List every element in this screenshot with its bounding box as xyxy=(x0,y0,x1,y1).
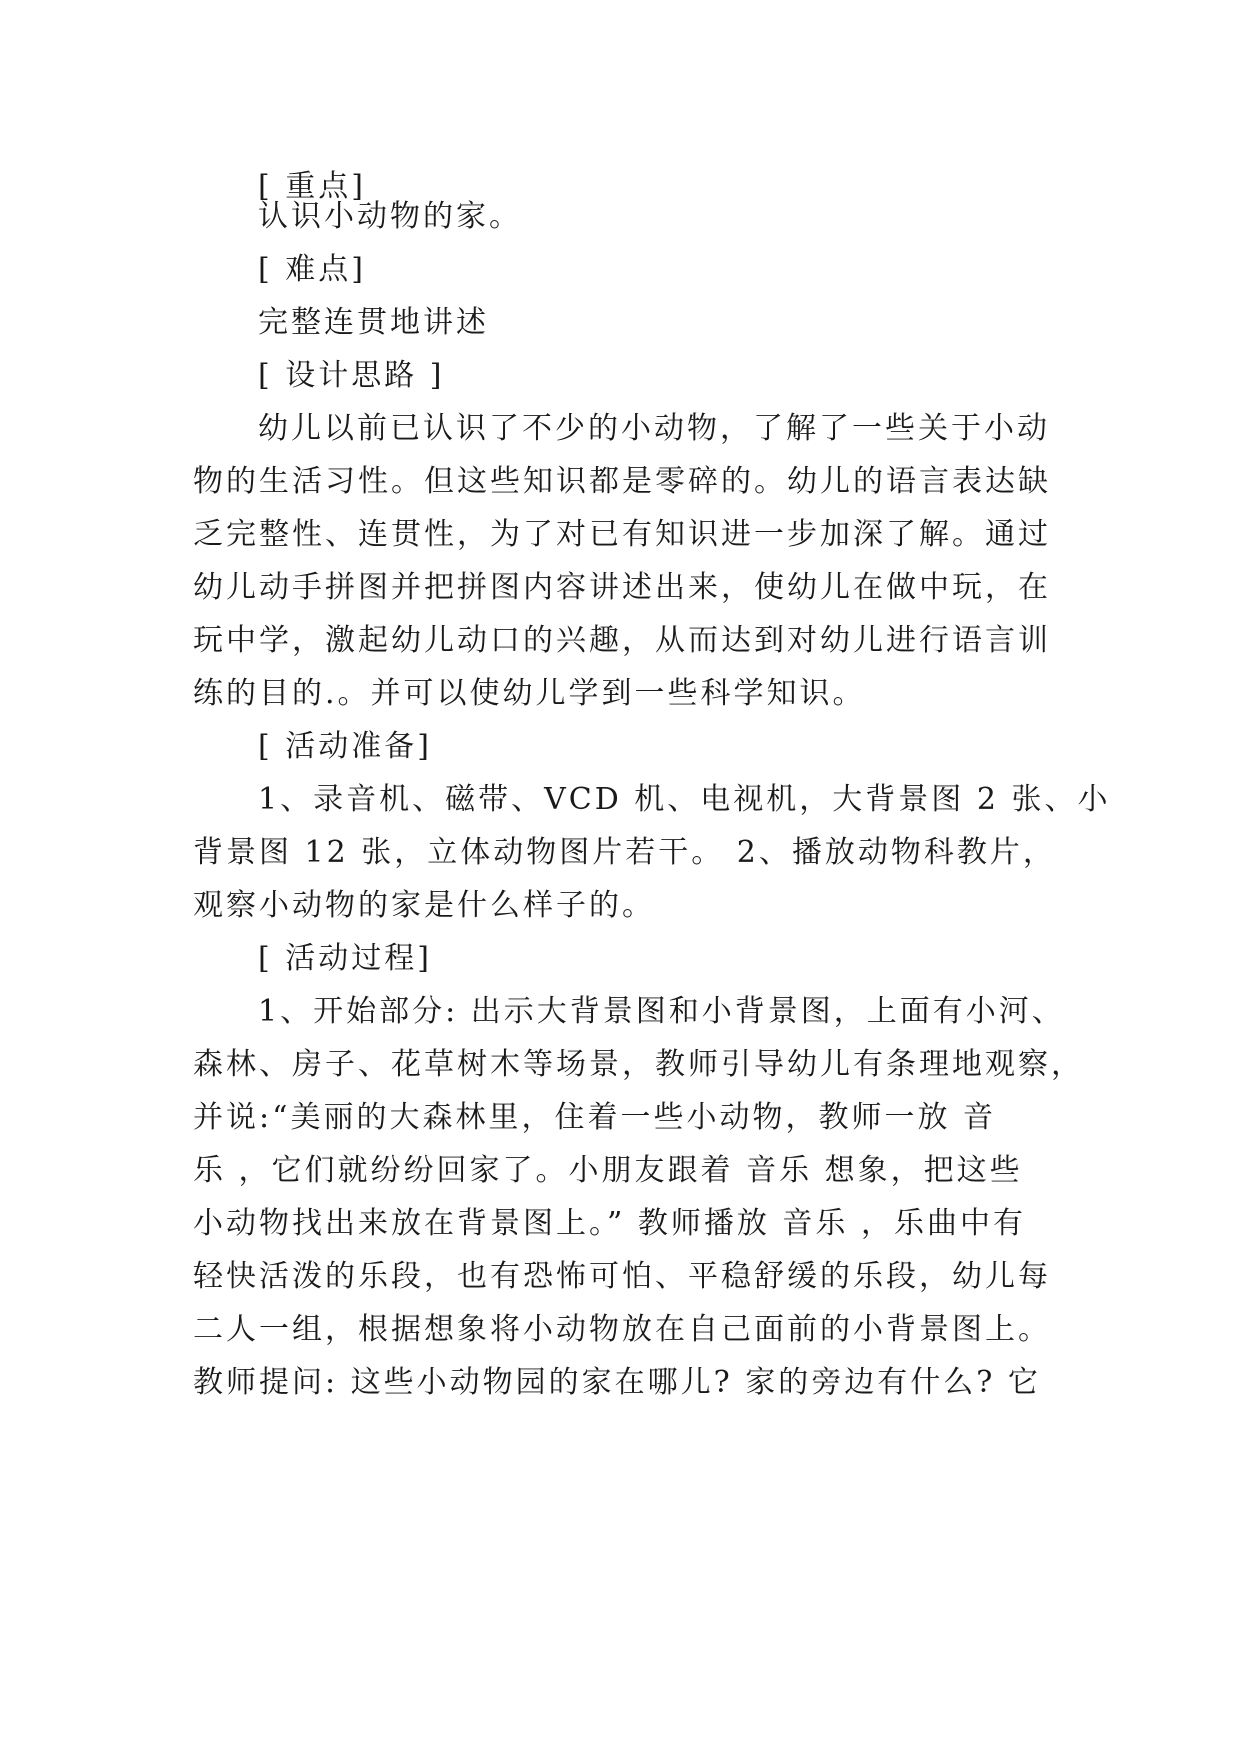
paragraph-line: 教师提问: 这些小动物园的家在哪儿? 家的旁边有什么? 它 xyxy=(193,1365,1041,1400)
paragraph-line: 乐 ，它们就纷纷回家了。小朋友跟着 音乐 想象，把这些 xyxy=(193,1153,1023,1188)
heading-difficulties: [ 难点] xyxy=(258,252,366,287)
paragraph-line: 1、开始部分: 出示大背景图和小背景图，上面有小河、 xyxy=(258,994,1065,1029)
heading-key-points: [ 重点] xyxy=(258,169,366,204)
paragraph-line: 二人一组，根据想象将小动物放在自己面前的小背景图上。 xyxy=(193,1312,1051,1347)
paragraph-line: 幼儿以前已认识了不少的小动物，了解了一些关于小动 xyxy=(258,411,1050,446)
paragraph-line: 幼儿动手拼图并把拼图内容讲述出来，使幼儿在做中玩，在 xyxy=(193,570,1051,605)
key-points-text: 认识小动物的家。 xyxy=(258,199,522,234)
heading-preparation: [ 活动准备] xyxy=(258,729,432,764)
paragraph-line: 并说:“美丽的大森林里，住着一些小动物，教师一放 音 xyxy=(193,1100,996,1135)
paragraph-line: 观察小动物的家是什么样子的。 xyxy=(193,888,655,923)
paragraph-line: 1、录音机、磁带、VCD 机、电视机，大背景图 2 张、小 xyxy=(258,782,1111,817)
paragraph-line: 背景图 12 张，立体动物图片若干。 2、播放动物科教片， xyxy=(193,835,1056,870)
heading-process: [ 活动过程] xyxy=(258,941,432,976)
paragraph-line: 轻快活泼的乐段，也有恐怖可怕、平稳舒缓的乐段，幼儿每 xyxy=(193,1259,1051,1294)
heading-design-idea: [ 设计思路 ] xyxy=(258,358,445,393)
paragraph-line: 物的生活习性。但这些知识都是零碎的。幼儿的语言表达缺 xyxy=(193,464,1051,499)
paragraph-line: 乏完整性、连贯性，为了对已有知识进一步加深了解。通过 xyxy=(193,517,1051,552)
paragraph-line: 森林、房子、花草树木等场景，教师引导幼儿有条理地观察， xyxy=(193,1047,1084,1082)
difficulties-text: 完整连贯地讲述 xyxy=(258,305,489,340)
paragraph-line: 小动物找出来放在背景图上。” 教师播放 音乐 ，乐曲中有 xyxy=(193,1206,1026,1241)
paragraph-line: 练的目的.。并可以使幼儿学到一些科学知识。 xyxy=(193,676,866,711)
paragraph-line: 玩中学，激起幼儿动口的兴趣，从而达到对幼儿进行语言训 xyxy=(193,623,1051,658)
